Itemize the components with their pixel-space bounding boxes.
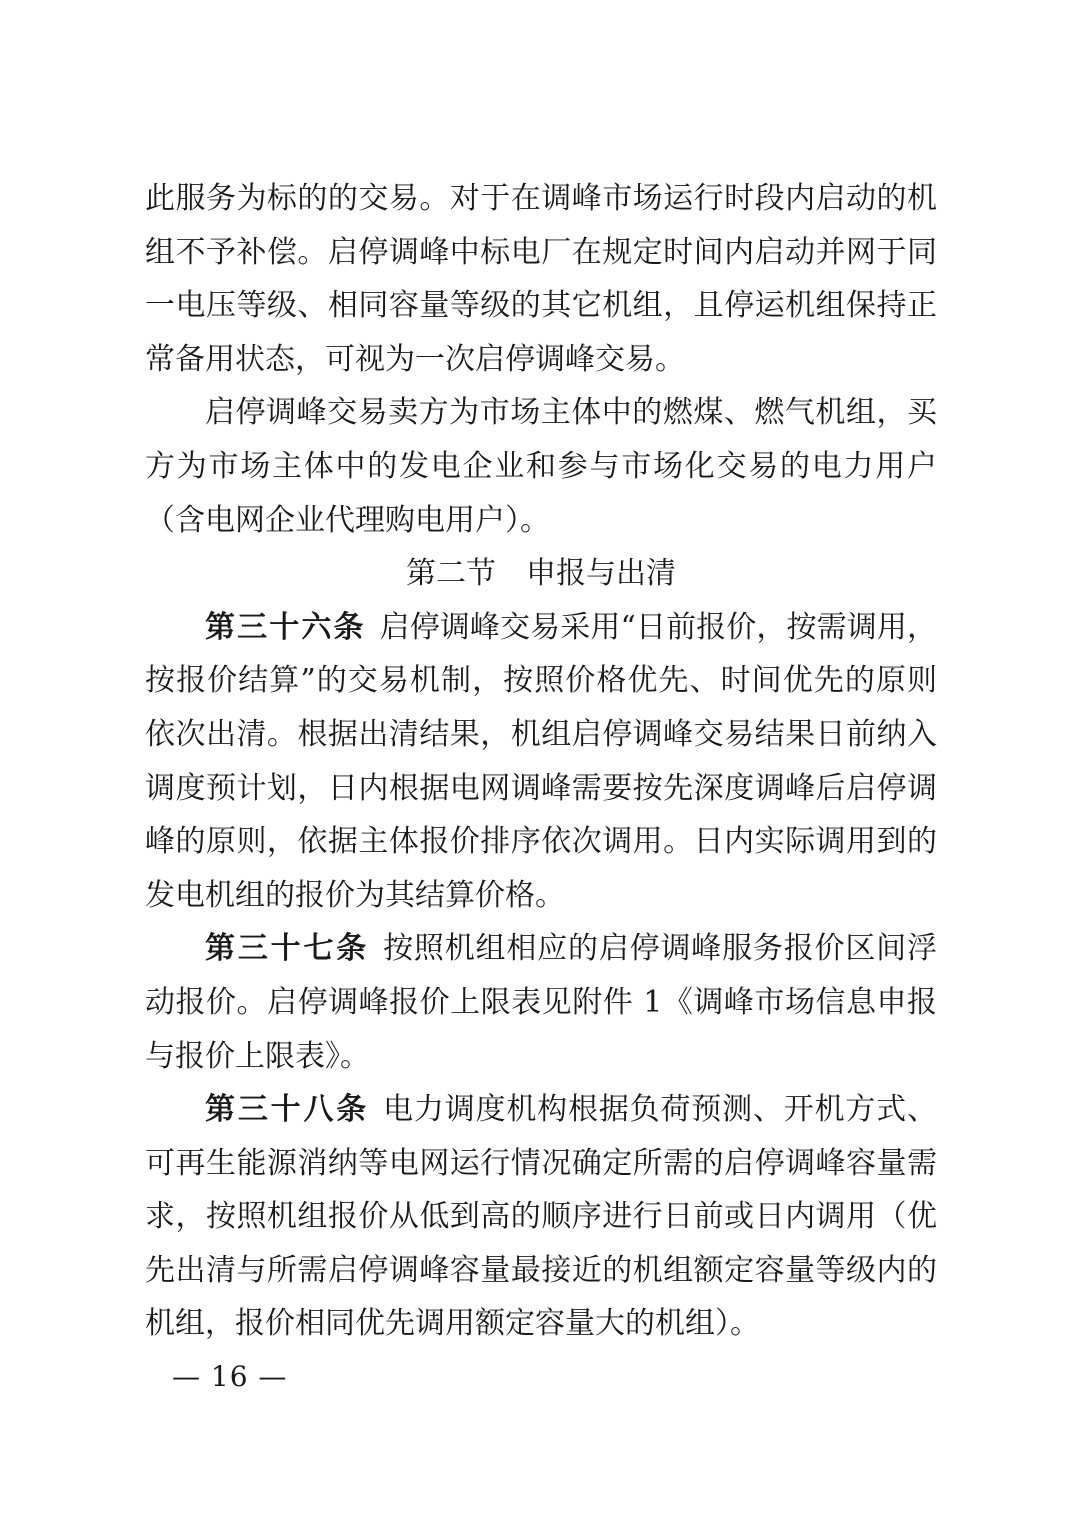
article-38-title: 第三十八条 [205,1092,370,1128]
article-36-title: 第三十六条 [205,609,366,645]
document-body [145,172,937,1351]
paragraph-continuation: 此服务为标的的交易。对于在调峰市场运行时段内启动的机组不予补偿。启停调峰中标电厂在规定时间内启动并网于同一电压等级、相同容量等级的其它机组，且停运机组保持正常备用状态，可视为一次启停调峰交易。 [145,181,937,377]
section-heading-title: 申报与出清 [526,556,676,592]
article-36-text: 启停调峰交易采用“日前报价，按需调用，按报价结算”的交易机制，按照价格优先、时间优先的原则依次出清。根据出清结果，机组启停调峰交易结果日前纳入调度预计划，日内根据电网调峰需要按先深度调峰后启停调峰的原则，依据主体报价排序依次调用。日内实际调用到的发电机组的报价为其结算价格。 [145,609,937,913]
article-38 [145,1083,937,1351]
article-36 [145,601,937,923]
page-number: — 16 — [172,1360,288,1393]
article-37 [145,922,937,1083]
section-heading-number: 第二节 [406,556,496,592]
section-heading [145,547,937,601]
article-38-text: 电力调度机构根据负荷预测、开机方式、可再生能源消纳等电网运行情况确定所需的启停调峰容量需求，按照机组报价从低到高的顺序进行日前或日内调用（优先出清与所需启停调峰容量最接近的机组额定容量等级内的机组，报价相同优先调用额定容量大的机组）。 [145,1092,938,1342]
paragraph-trade-parties: 启停调峰交易卖方为市场主体中的燃煤、燃气机组，买方为市场主体中的发电企业和参与市场化交易的电力用户（含电网企业代理购电用户）。 [145,395,937,538]
article-37-title: 第三十七条 [205,931,370,967]
article-37-text: 按照机组相应的启停调峰服务报价区间浮动报价。启停调峰报价上限表见附件 1《调峰市场信息申报与报价上限表》。 [145,931,938,1074]
